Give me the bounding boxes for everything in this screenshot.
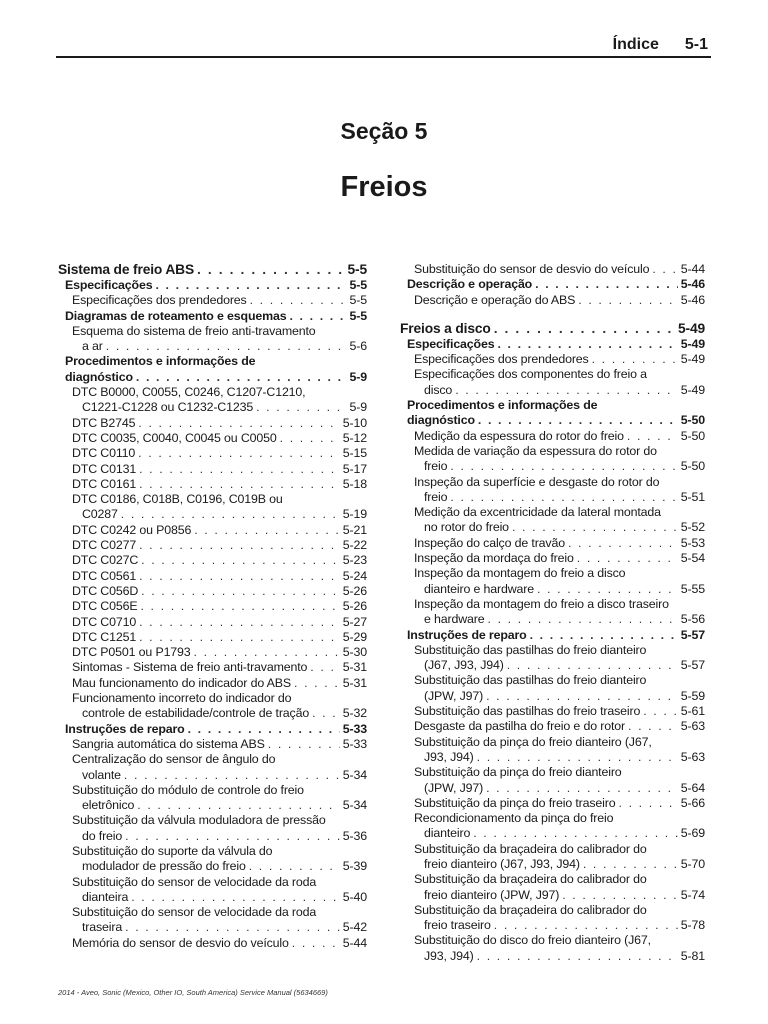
toc-entry: [58, 477, 367, 492]
toc-entry: [58, 354, 367, 385]
toc-page-number: 5-59: [680, 688, 705, 703]
toc-page-number: 5-32: [342, 706, 367, 721]
toc-page-number: 5-6: [349, 339, 367, 354]
toc-page-number: 5-30: [342, 645, 367, 660]
toc-entry: [400, 337, 705, 352]
dot-leader: [583, 857, 678, 872]
toc-page-number: 5-5: [349, 278, 367, 292]
dot-leader: [197, 262, 344, 278]
toc-entry-text: Centralização do sensor de ângulo do: [72, 752, 276, 767]
toc-entry-text: Especificações: [407, 336, 495, 351]
toc-entry-text: Substituição da pinça do freio traseiro: [414, 795, 616, 810]
toc-entry-text: Instruções de reparo: [65, 721, 185, 736]
toc-entry: [58, 722, 367, 737]
toc-page-number: 5-50: [680, 459, 705, 474]
page-header: [613, 36, 708, 54]
toc-entry: [400, 505, 705, 536]
toc-page-number: 5-53: [680, 535, 705, 550]
toc-entry: [400, 933, 705, 964]
toc-page-number: 5-50: [680, 413, 705, 428]
toc-entry-text: Substituição da braçadeira do calibrador do: [414, 872, 647, 887]
toc-page-number: 5-63: [680, 719, 705, 734]
toc-entry-text: Desgaste da pastilha do freio e do rotor: [414, 719, 625, 734]
toc-page-number: 5-26: [342, 599, 367, 614]
toc-entry-text: Sangria automática do sistema ABS: [72, 736, 265, 751]
toc-page-number: 5-51: [680, 489, 705, 504]
toc-page-number: 5-49: [677, 320, 705, 336]
dot-leader: [628, 719, 678, 734]
toc-entry: [400, 811, 705, 842]
toc-entry: [58, 676, 367, 691]
toc-entry: [58, 492, 367, 523]
toc-column-right: [400, 262, 705, 964]
toc-entry: [58, 875, 367, 906]
dot-leader: [124, 768, 340, 783]
toc-page-number: 5-39: [342, 859, 367, 874]
toc-entry: [58, 630, 367, 645]
dot-leader: [139, 615, 340, 630]
toc-entry-text: Procedimentos e informações de: [65, 354, 256, 369]
toc-entry: [58, 936, 367, 951]
toc-entry-text: (JPW, J97): [424, 688, 484, 703]
toc-page-number: 5-5: [347, 262, 367, 277]
toc-entry-text: Medição da excentricidade da lateral montada: [414, 505, 661, 520]
dot-leader: [131, 890, 340, 905]
toc-entry: [400, 903, 705, 934]
toc-entry: [400, 796, 705, 811]
dot-leader: [473, 826, 678, 841]
toc-page-number: 5-74: [680, 887, 705, 902]
toc-entry-text: Inspeção da superfície e desgaste do rotor do: [414, 474, 660, 489]
toc-entry: [58, 844, 367, 875]
toc-entry-text: Memória do sensor de desvio do veículo: [72, 935, 289, 950]
dot-leader: [194, 523, 340, 538]
toc-page-number: 5-57: [680, 627, 705, 642]
toc-entry-text: Inspeção da montagem do freio a disco: [414, 566, 626, 581]
toc-entry: [58, 523, 367, 538]
toc-entry-text: Substituição do suporte da válvula do: [72, 843, 273, 858]
toc-entry: [58, 615, 367, 630]
toc-entry: [58, 431, 367, 446]
toc-entry: [400, 597, 705, 628]
toc-entry: [400, 765, 705, 796]
dot-leader: [507, 658, 678, 673]
toc-entry: [58, 462, 367, 477]
toc-entry: [58, 752, 367, 783]
dot-leader: [478, 413, 678, 428]
toc-entry-text: freio dianteiro (JPW, J97): [424, 887, 560, 902]
dot-leader: [512, 520, 678, 535]
toc-entry-text: DTC C0161: [72, 476, 137, 491]
dot-leader: [139, 630, 340, 645]
dot-leader: [138, 416, 339, 431]
toc-entry-text: freio: [424, 459, 448, 474]
toc-page-number: 5-69: [680, 826, 705, 841]
toc-page-number: 5-5: [349, 308, 367, 323]
toc-entry: [58, 660, 367, 675]
toc-entry: [400, 551, 705, 566]
toc-entry-text: Substituição do sensor de velocidade da roda: [72, 874, 317, 889]
dot-leader: [568, 536, 678, 551]
toc-entry-text: Substituição do sensor de desvio do veículo: [414, 262, 650, 276]
toc-entry-text: Funcionamento incorreto do indicador do: [72, 691, 292, 706]
toc-page-number: 5-9: [349, 400, 367, 415]
toc-entry-text: Substituição do sensor de velocidade da roda: [72, 905, 317, 920]
toc-entry-text: DTC B0000, C0055, C0246, C1207-C1210,: [72, 385, 306, 400]
dot-leader: [450, 490, 677, 505]
toc-entry-text: Mau funcionamento do indicador do ABS: [72, 675, 292, 690]
toc-entry: [400, 321, 705, 337]
toc-entry-text: DTC C0110: [72, 446, 136, 461]
dot-leader: [140, 599, 339, 614]
toc-entry-text: Diagramas de roteamento e esquemas: [65, 308, 287, 323]
toc-entry-text: Substituição da válvula moduladora de pressão: [72, 813, 326, 828]
toc-entry: [400, 735, 705, 766]
toc-entry-text: no rotor do freio: [424, 520, 509, 535]
toc-entry-text: (J67, J93, J94): [424, 658, 504, 673]
toc-entry-text: Substituição da pinça do freio dianteiro: [414, 765, 622, 780]
toc-entry: [58, 599, 367, 614]
toc-entry-text: Inspeção da mordaça do freio: [414, 551, 574, 566]
toc-entry-text: a ar: [82, 339, 103, 354]
toc-entry-text: Substituição das pastilhas do freio dianteiro: [414, 642, 647, 657]
toc-page-number: 5-23: [342, 553, 367, 568]
toc-page-number: 5-24: [342, 568, 367, 583]
toc-page-number: 5-46: [680, 292, 705, 307]
dot-leader: [139, 538, 340, 553]
toc-entry-text: Substituição do disco do freio dianteiro (J67,: [414, 933, 651, 948]
dot-leader: [537, 582, 678, 597]
toc-entry-text: Descrição e operação: [407, 277, 533, 292]
toc-entry-text: freio: [424, 489, 448, 504]
toc-entry-text: DTC C027C: [72, 553, 139, 568]
toc-entry-text: e hardware: [424, 612, 485, 627]
toc-entry: [400, 444, 705, 475]
toc-entry: [400, 429, 705, 444]
dot-leader: [450, 459, 677, 474]
toc-entry: [400, 704, 705, 719]
toc-page-number: 5-49: [680, 352, 705, 367]
toc-entry-text: freio dianteiro (J67, J93, J94): [424, 856, 580, 871]
toc-entry: [58, 645, 367, 660]
toc-page-number: 5-78: [680, 918, 705, 933]
toc-page-number: 5-31: [342, 660, 367, 675]
toc-page-number: 5-9: [349, 369, 367, 384]
toc-page-number: 5-66: [680, 795, 705, 810]
toc-entry-text: Sistema de freio ABS: [58, 262, 195, 277]
header-label: Índice: [612, 36, 659, 53]
dot-leader: [477, 750, 678, 765]
toc-entry: [400, 262, 705, 277]
toc-page-number: 5-31: [342, 675, 367, 690]
toc-page-number: 5-27: [342, 614, 367, 629]
toc-page-number: 5-34: [342, 798, 367, 813]
toc-entry-text: eletrônico: [82, 798, 135, 813]
toc-entry-text: controle de estabilidade/controle de tração: [82, 706, 310, 721]
dot-leader: [494, 918, 678, 933]
toc-entry-text: Sintomas - Sistema de freio anti-travamento: [72, 660, 308, 675]
toc-page-number: 5-40: [342, 889, 367, 904]
toc-page-number: 5-52: [680, 520, 705, 535]
dot-leader: [268, 737, 340, 752]
toc-entry-text: Especificações dos componentes do freio a: [414, 367, 647, 382]
toc-entry: [58, 813, 367, 844]
dot-leader: [188, 722, 340, 737]
toc-entry: [400, 475, 705, 506]
toc-page-number: 5-57: [680, 658, 705, 673]
dot-leader: [486, 781, 678, 796]
toc-page-number: 5-54: [680, 551, 705, 566]
toc-entry-text: Recondicionamento da pinça do freio: [414, 811, 614, 826]
dot-leader: [136, 370, 347, 385]
toc-page-number: 5-49: [680, 382, 705, 397]
dot-leader: [577, 551, 678, 566]
toc-entry: [400, 367, 705, 398]
toc-entry-text: DTC P0501 ou P1793: [72, 645, 191, 660]
toc-entry: [58, 905, 367, 936]
toc-page-number: 5-33: [342, 721, 367, 736]
dot-leader: [535, 277, 678, 292]
toc-entry-text: traseira: [82, 920, 123, 935]
dot-leader: [194, 645, 340, 660]
dot-leader: [562, 888, 678, 903]
toc-entry-text: Esquema do sistema de freio anti-travamento: [72, 323, 316, 338]
toc-entry: [400, 277, 705, 292]
dot-leader: [125, 920, 340, 935]
toc-entry: [58, 416, 367, 431]
dot-leader: [497, 337, 677, 352]
toc-page-number: 5-10: [342, 415, 367, 430]
toc-page-number: 5-56: [680, 612, 705, 627]
toc-entry-text: dianteiro: [424, 826, 471, 841]
toc-entry: [58, 309, 367, 324]
dot-leader: [494, 321, 675, 337]
toc-page-number: 5-63: [680, 749, 705, 764]
dot-leader: [486, 689, 678, 704]
toc-page-number: 5-36: [342, 828, 367, 843]
dot-leader: [294, 676, 340, 691]
dot-leader: [141, 553, 340, 568]
toc-page-number: 5-33: [342, 736, 367, 751]
toc-entry-text: dianteiro e hardware: [424, 581, 534, 596]
dot-leader: [627, 429, 678, 444]
toc-entry-text: DTC C0186, C018B, C0196, C019B ou: [72, 492, 283, 507]
toc-entry-text: Inspeção da montagem do freio a disco traseiro: [414, 596, 669, 611]
toc-page-number: 5-12: [342, 430, 367, 445]
toc-column-left: [58, 262, 367, 951]
toc-entry-text: diagnóstico: [407, 413, 475, 428]
toc-entry-text: do freio: [82, 828, 123, 843]
dot-leader: [455, 383, 678, 398]
toc-entry-text: Instruções de reparo: [407, 627, 527, 642]
toc-page-number: 5-64: [680, 780, 705, 795]
toc-entry-text: DTC C0277: [72, 538, 137, 553]
dot-leader: [280, 431, 340, 446]
toc-entry: [400, 643, 705, 674]
toc-entry: [58, 385, 367, 416]
chapter-title: Freios: [340, 171, 428, 203]
toc-entry-text: modulador de pressão do freio: [82, 859, 246, 874]
dot-leader: [292, 936, 340, 951]
dot-leader: [256, 400, 346, 415]
dot-leader: [488, 612, 678, 627]
toc-entry-text: J93, J94): [424, 948, 474, 963]
toc-entry-text: Especificações dos prendedores: [414, 352, 589, 367]
dot-leader: [477, 949, 678, 964]
dot-leader: [652, 262, 677, 277]
toc-page-number: 5-18: [342, 476, 367, 491]
dot-leader: [618, 796, 677, 811]
toc-entry-text: volante: [82, 767, 121, 782]
toc-entry-text: Descrição e operação do ABS: [414, 292, 576, 307]
toc-entry-text: Especificações dos prendedores: [72, 293, 247, 308]
toc-page-number: 5-44: [342, 935, 367, 950]
toc-entry-text: DTC C0561: [72, 568, 137, 583]
footer-text: 2014 - Aveo, Sonic (Mexico, Other IO, South America) Service Manual (5634669): [58, 988, 328, 997]
dot-leader: [125, 829, 340, 844]
toc-page-number: 5-15: [342, 446, 367, 461]
toc-entry-text: Substituição do módulo de controle do freio: [72, 782, 304, 797]
toc-page-number: 5-34: [342, 767, 367, 782]
toc-entry-text: DTC C0035, C0040, C0045 ou C0050: [72, 430, 277, 445]
dot-leader: [121, 507, 340, 522]
toc-entry-text: Medida de variação da espessura do rotor do: [414, 443, 657, 458]
toc-page-number: 5-44: [680, 262, 705, 276]
toc-entry-text: Inspeção do calço de travão: [414, 535, 565, 550]
toc-entry: [400, 398, 705, 429]
toc-entry: [58, 584, 367, 599]
dot-leader: [592, 352, 678, 367]
toc-entry: [400, 842, 705, 873]
toc-entry-text: C0287: [82, 507, 118, 522]
toc-entry-text: J93, J94): [424, 749, 474, 764]
dot-leader: [141, 584, 340, 599]
dot-leader: [137, 798, 340, 813]
dot-leader: [138, 446, 340, 461]
header-rule: [56, 56, 711, 58]
toc-page-number: 5-5: [349, 293, 367, 308]
toc-page-number: 5-61: [680, 704, 705, 719]
toc-page-number: 5-22: [342, 538, 367, 553]
toc-entry-text: Freios a disco: [400, 320, 491, 336]
toc-entry-text: DTC C056D: [72, 583, 139, 598]
dot-leader: [249, 859, 340, 874]
toc-page-number: 5-70: [680, 856, 705, 871]
toc-entry-text: DTC C0242 ou P0856: [72, 522, 192, 537]
toc-entry: [58, 538, 367, 553]
toc-entry-text: DTC C056E: [72, 599, 138, 614]
toc-entry-text: Procedimentos e informações de: [407, 398, 598, 413]
dot-leader: [139, 477, 340, 492]
toc-entry-text: dianteira: [82, 889, 129, 904]
toc-entry: [58, 324, 367, 355]
toc-entry: [58, 553, 367, 568]
dot-leader: [578, 293, 678, 308]
toc-entry: [400, 352, 705, 367]
toc-entry: [400, 566, 705, 597]
toc-entry: [58, 278, 367, 293]
dot-leader: [106, 339, 347, 354]
toc-page-number: 5-21: [342, 522, 367, 537]
toc-entry: [400, 719, 705, 734]
dot-leader: [289, 309, 346, 324]
toc-page-number: 5-19: [342, 507, 367, 522]
toc-entry: [58, 262, 367, 278]
toc-entry: [400, 872, 705, 903]
header-page-number: 5-1: [684, 36, 708, 53]
toc-entry-text: Especificações: [65, 278, 153, 292]
toc-entry-text: Substituição da braçadeira do calibrador do: [414, 902, 647, 917]
toc-entry-text: DTC C0710: [72, 614, 137, 629]
toc-entry-text: Substituição da pinça do freio dianteiro (J67,: [414, 734, 652, 749]
dot-leader: [310, 660, 340, 675]
toc-entry-text: Substituição das pastilhas do freio dianteiro: [414, 673, 647, 688]
toc-entry-text: Substituição das pastilhas do freio traseiro: [414, 704, 641, 719]
toc-entry-text: freio traseiro: [424, 918, 491, 933]
toc-entry: [58, 691, 367, 722]
toc-entry: [58, 783, 367, 814]
toc-entry-text: C1221-C1228 ou C1232-C1235: [82, 400, 254, 415]
toc-entry: [400, 536, 705, 551]
toc-entry-text: DTC C1251: [72, 629, 137, 644]
toc-entry-text: disco: [424, 382, 453, 397]
toc-entry-text: DTC B2745: [72, 415, 136, 430]
toc-entry: [400, 628, 705, 643]
dot-leader: [530, 628, 678, 643]
toc-entry: [58, 446, 367, 461]
dot-leader: [643, 704, 678, 719]
toc-page-number: 5-49: [680, 336, 705, 351]
dot-leader: [139, 462, 340, 477]
toc-page-number: 5-29: [342, 629, 367, 644]
toc-entry-text: Substituição da braçadeira do calibrador do: [414, 841, 647, 856]
toc-page-number: 5-81: [680, 948, 705, 963]
toc-page-number: 5-55: [680, 581, 705, 596]
toc-page-number: 5-26: [342, 583, 367, 598]
toc-entry: [58, 737, 367, 752]
dot-leader: [139, 569, 340, 584]
toc-entry: [400, 673, 705, 704]
toc-page-number: 5-50: [680, 428, 705, 443]
dot-leader: [155, 278, 346, 293]
toc-entry-text: Medição da espessura do rotor do freio: [414, 428, 624, 443]
section-title: Seção 5: [340, 118, 428, 144]
toc-entry: [58, 293, 367, 308]
toc-entry-text: DTC C0131: [72, 461, 137, 476]
dot-leader: [312, 706, 340, 721]
toc-page-number: 5-17: [342, 461, 367, 476]
toc-entry: [400, 293, 705, 308]
toc-page-number: 5-42: [342, 920, 367, 935]
dot-leader: [250, 293, 347, 308]
toc-entry-text: (JPW, J97): [424, 780, 484, 795]
toc-entry-text: diagnóstico: [65, 369, 133, 384]
toc-entry: [58, 569, 367, 584]
toc-page-number: 5-46: [680, 277, 705, 292]
